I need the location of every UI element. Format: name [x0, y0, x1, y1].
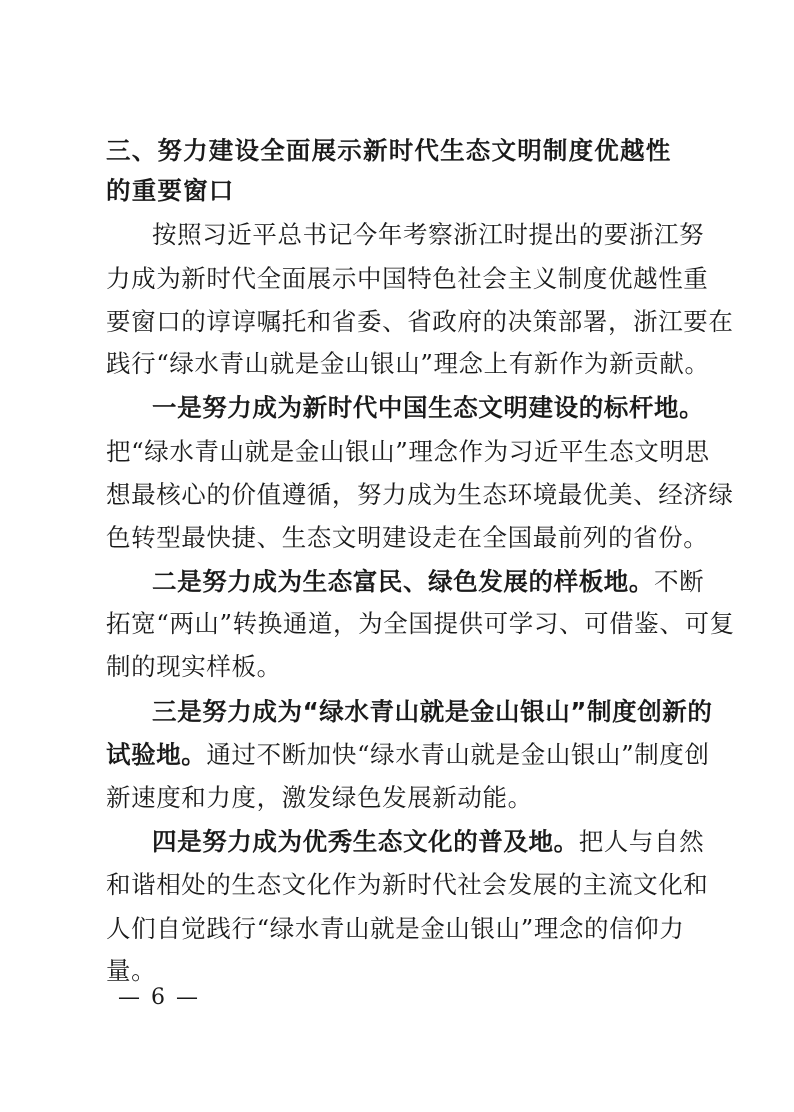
point4-line-3: 人们自觉践行“绿水青山就是金山银山”理念的信仰力 — [106, 914, 685, 943]
point4-title: 四是努力成为优秀生态文化的普及地。 — [152, 827, 579, 856]
point2-title: 二是努力成为生态富民、绿色发展的样板地。 — [152, 567, 654, 596]
point1-title: 一是努力成为新时代中国生态文明建设的标杆地。 — [152, 393, 705, 422]
point2-line-2: 拓宽“两山”转换通道，为全国提供可学习、可借鉴、可复 — [106, 609, 735, 638]
point3-line-2-rest: 通过不断加快“绿水青山就是金山银山”制度创 — [206, 740, 710, 769]
section-heading-line-1: 三、努力建设全面展示新时代生态文明制度优越性 — [106, 136, 672, 165]
intro-line-4: 践行“绿水青山就是金山银山”理念上有新作为新贡献。 — [106, 349, 710, 378]
point1-line-3: 色转型最快捷、生态文明建设走在全国最前列的省份。 — [106, 523, 709, 552]
point2-line-1 — [152, 567, 705, 599]
intro-line-3: 要窗口的谆谆嘱托和省委、省政府的决策部署，浙江要在 — [106, 307, 734, 336]
point4-line-1 — [152, 827, 705, 859]
point3-title-line-2: 试验地。 — [106, 740, 207, 769]
section-heading-line-2: 的重要窗口 — [106, 176, 235, 205]
point2-line-3: 制的现实样板。 — [106, 652, 282, 681]
intro-line-1: 按照习近平总书记今年考察浙江时提出的要浙江努 — [152, 220, 705, 249]
point1-line-2: 想最核心的价值遵循，努力成为生态环境最优美、经济绿 — [106, 480, 734, 509]
page-number: — 6 — — [118, 985, 200, 1010]
point3-line-2 — [106, 740, 710, 772]
intro-line-2: 力成为新时代全面展示中国特色社会主义制度优越性重 — [106, 264, 709, 293]
point4-line-1-rest: 把人与自然 — [578, 827, 705, 856]
point2-line-1-rest: 不断 — [654, 567, 705, 596]
point4-line-4: 量。 — [106, 956, 157, 985]
point3-title-line-1: 三是努力成为“绿水青山就是金山银山”制度创新的 — [152, 697, 713, 726]
point3-line-3: 新速度和力度，激发绿色发展新动能。 — [106, 783, 533, 812]
point1-line-1: 把“绿水青山就是金山银山”理念作为习近平生态文明思 — [106, 437, 710, 466]
point4-line-2: 和谐相处的生态文化作为新时代社会发展的主流文化和 — [106, 870, 709, 899]
